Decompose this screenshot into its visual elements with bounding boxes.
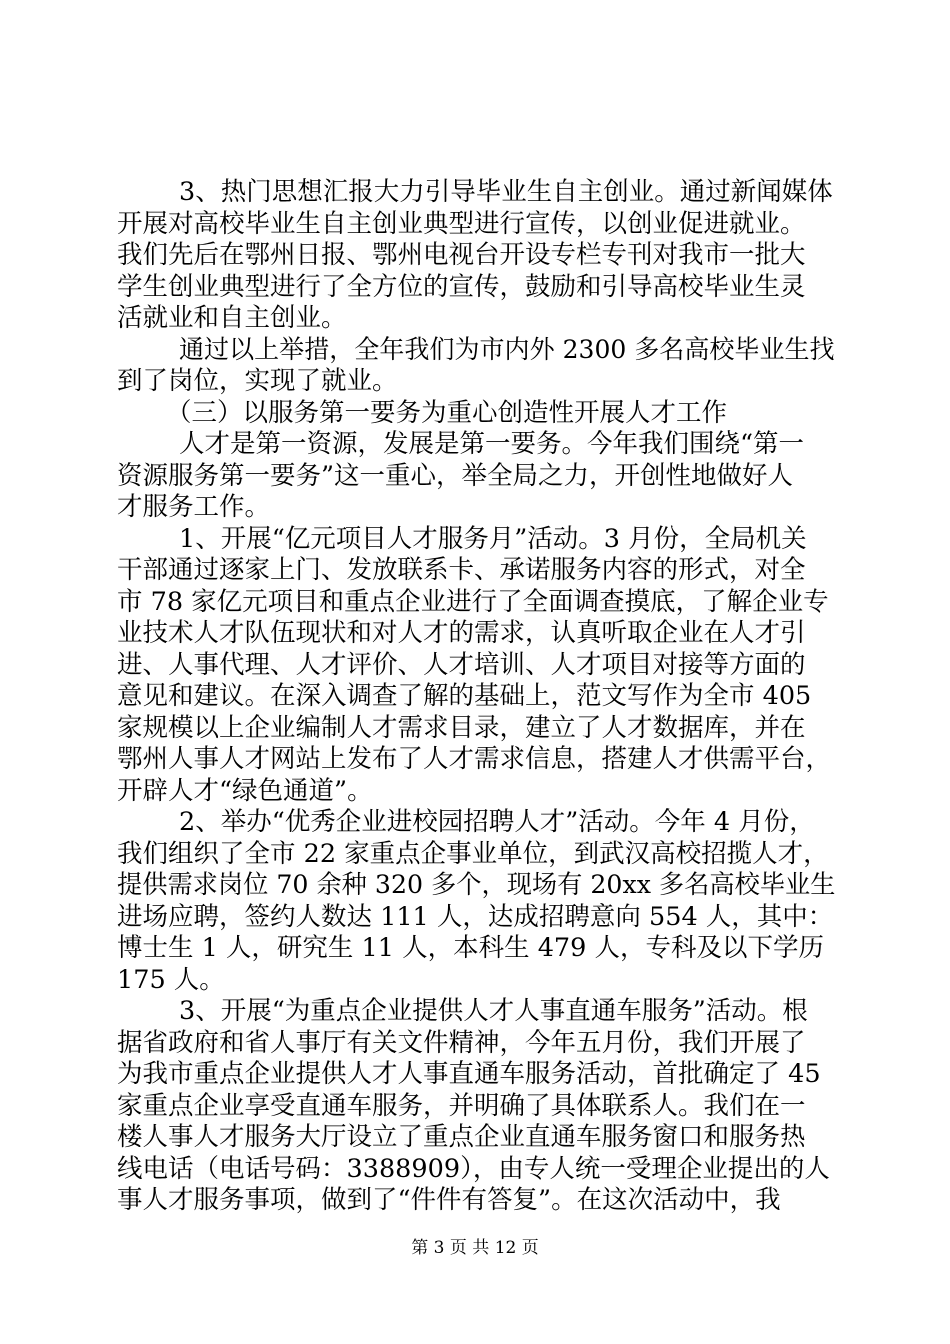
text-line: 进、人事代理、人才评价、人才培训、人才项目对接等方面的: [117, 650, 806, 680]
text-line: 据省政府和省人事厅有关文件精神，今年五月份，我们开展了: [117, 1028, 806, 1058]
text-line: 意见和建议。在深入调查了解的基础上，范文写作为全市 405: [117, 681, 812, 711]
text-line: 为我市重点企业提供人才人事直通车服务活动，首批确定了 45: [117, 1059, 821, 1089]
text-line: 市 78 家亿元项目和重点企业进行了全面调查摸底，了解企业专: [117, 587, 829, 617]
text-line: 事人才服务事项，做到了“件件有答复”。在这次活动中，我: [117, 1185, 781, 1215]
text-line: 我们组织了全市 22 家重点企事业单位，到武汉高校招揽人才，: [117, 839, 829, 869]
text-line: 通过以上举措，全年我们为市内外 2300 多名高校毕业生找: [179, 335, 835, 365]
text-line: 人才是第一资源，发展是第一要务。今年我们围绕“第一: [179, 429, 805, 459]
text-line: 1、开展“亿元项目人才服务月”活动。3 月份，全局机关: [179, 524, 807, 554]
text-line: 鄂州人事人才网站上发布了人才需求信息，搭建人才供需平台，: [117, 744, 832, 774]
text-line: 3、开展“为重点企业提供人才人事直通车服务”活动。根: [179, 996, 808, 1026]
text-line: 博士生 1 人，研究生 11 人，本科生 479 人，专科及以下学历: [117, 933, 824, 963]
text-line: 活就业和自主创业。: [117, 303, 347, 333]
text-line: 干部通过逐家上门、发放联系卡、承诺服务内容的形式，对全: [117, 555, 806, 585]
text-line: 才服务工作。: [117, 492, 271, 522]
text-line: 进场应聘，签约人数达 111 人，达成招聘意向 554 人，其中：: [117, 902, 834, 932]
text-line: 业技术人才队伍现状和对人才的需求，认真听取企业在人才引: [117, 618, 806, 648]
page-number-footer: 第 3 页 共 12 页: [411, 1238, 539, 1258]
text-line: 开辟人才“绿色通道”。: [117, 776, 373, 806]
text-line: 资源服务第一要务”这一重心，举全局之力，开创性地做好人: [117, 461, 794, 491]
text-line: 楼人事人才服务大厅设立了重点企业直通车服务窗口和服务热: [117, 1122, 806, 1152]
text-line: 我们先后在鄂州日报、鄂州电视台开设专栏专刊对我市一批大: [117, 240, 806, 270]
text-line: 提供需求岗位 70 余种 320 多个，现场有 20xx 多名高校毕业生: [117, 870, 836, 900]
text-line: 2、举办“优秀企业进校园招聘人才”活动。今年 4 月份，: [179, 807, 815, 837]
text-line: 家规模以上企业编制人才需求目录，建立了人才数据库，并在: [117, 713, 806, 743]
text-line: 家重点企业享受直通车服务，并明确了具体联系人。我们在一: [117, 1091, 806, 1121]
section-heading: （三）以服务第一要务为重心创造性开展人才工作: [166, 398, 728, 428]
text-line: 开展对高校毕业生自主创业典型进行宣传，以创业促进就业。: [117, 209, 806, 239]
text-line: 175 人。: [117, 965, 225, 995]
text-line: 线电话（电话号码：3388909），由专人统一受理企业提出的人: [117, 1154, 830, 1184]
text-line: 到了岗位，实现了就业。: [117, 366, 398, 396]
text-line: 学生创业典型进行了全方位的宣传，鼓励和引导高校毕业生灵: [117, 272, 806, 302]
text-line: 3、热门思想汇报大力引导毕业生自主创业。通过新闻媒体: [179, 177, 833, 207]
